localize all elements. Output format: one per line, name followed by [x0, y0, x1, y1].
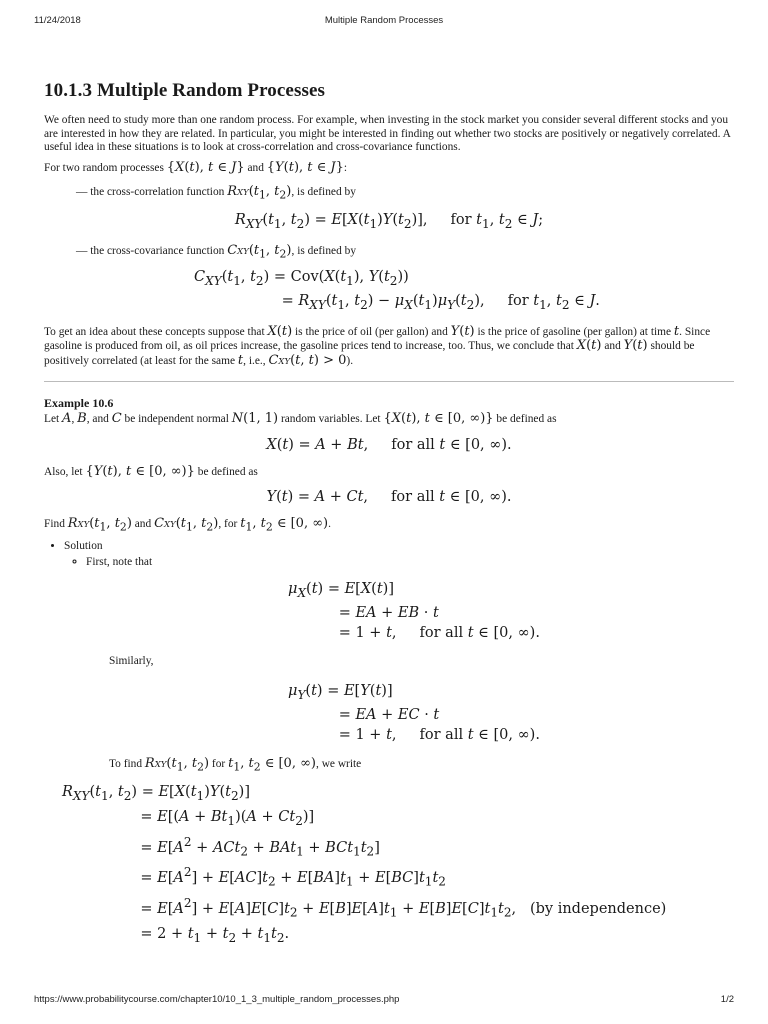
solution-item: • Solution ◦ First, note that	[64, 540, 734, 569]
page-number: 1/2	[720, 994, 734, 1005]
print-title: Multiple Random Processes	[324, 15, 444, 26]
print-date: 11/24/2018	[34, 15, 81, 26]
page-url: https://www.probabilitycourse.com/chapter10/10_1_3_multiple_random_processes.php	[34, 994, 400, 1005]
cross-covariance-equation: $C_{XY}(t_1$, $t_2) = Cov(X(t_1)$, $Y(t_2)$) = $R_{XY}(t_1$, $t_2) - \mu_X(t_1)\mu_Y(t_2)$, for $t_1$, $t_2$ ∈ J.	[194, 269, 600, 312]
mu-x-equation: $\mu_X(t) = E[X(t)]$ = EA + EB · t = 1 + t, for all t ∈ [0, ∞).	[288, 581, 540, 642]
by-independence-note: (by independence)	[529, 900, 667, 917]
example-also-line: Also, let {Y(t), t ∈ [0, ∞)} be defined as	[44, 463, 258, 479]
print-footer	[0, 994, 768, 1010]
cross-correlation-definition: — the cross-correlation function $RXY(t_1$, $t_2$), is defined by	[76, 184, 356, 202]
y-definition-equation: Y(t) = A + Ct, for all t ∈ [0, ∞).	[266, 489, 512, 506]
two-processes-line: For two random processes {X(t), t ∈ J} and {Y(t), t ∈ J}:	[44, 159, 348, 175]
cross-covariance-definition: — the cross-covariance function $CXY(t_1$, $t_2$), is defined by	[76, 242, 357, 261]
first-note-item: ◦ First, note that	[86, 556, 734, 570]
mu-y-equation: $\mu_Y(t) = E[Y(t)]$ = EA + EC · t = 1 + t, for all t ∈ [0, ∞).	[288, 682, 540, 743]
section-divider	[44, 381, 734, 382]
example-find-line: Find $RXY(t_1$, $t_2$) and $CXY(t_1$, $t_2$), for $t_1$, $t_2$ ∈ [0, ∞).	[44, 516, 331, 534]
page-content	[44, 70, 734, 949]
print-header	[0, 15, 768, 31]
to-find-line: To find $RXY(t_1$, $t_2$) for $t_1$, $t_2$ ∈ [0, ∞), we write	[109, 755, 362, 774]
section-heading: 10.1.3 Multiple Random Processes	[44, 80, 325, 101]
rxy-derivation: $R_{XY}(t_1$, $t_2) = E[X(t_1)Y(t_2)]$ = $E[(A + Bt_1)(A + Ct_2)]$ = $E[A^2 + ACt_2 + BAt_1 + BCt_1t_2]$ = $E[A^2] + E[AC]t_2 + E[BA]t_1 + E[BC]t_1t_2$ = $E[A^2] + E[A]E[C]t_2 + E[B]E[A]t_1 + E[B]E[C]t_1t_2$, (by independence) = $2 + t_1 + t_2 + t_1t_2$.	[62, 783, 667, 945]
intro-paragraph: We often need to study more than one random process. For example, when investing in the stock market you consider several different stocks and you are interested in how they are related. In particular, you might be interested in finding out whether two stocks are positively or negatively correlated. A useful idea in these situations is to look at cross-correlation and cross-covariance functions.	[44, 114, 731, 153]
x-definition-equation: X(t) = A + Bt, for all t ∈ [0, ∞).	[266, 436, 512, 453]
example-title: Example 10.6	[44, 396, 114, 411]
similarly-text: Similarly,	[109, 655, 154, 668]
example-let-line: Let A, B, and C be independent normal N(1, 1) random variables. Let {X(t), t ∈ [0, ∞)} be defined as	[44, 411, 557, 427]
solution-list	[44, 540, 734, 569]
cross-correlation-equation: $R_{XY}(t_1$, $t_2) = E[X(t_1)Y(t_2)]$, for $t_1$, $t_2$ ∈ J;	[234, 212, 544, 231]
oil-gasoline-paragraph: To get an idea about these concepts suppose that X(t) is the price of oil (per gallon) and Y(t) is the price of gasoline (per gallon) at time t. Since gasoline is produced from oil, as oil prices increase, the gasoline prices tend to increase, too. Thus, we conclude that X(t) and Y(t) should be positively correlated (at least for the same t, i.e., CXY(t, t) > 0).	[44, 323, 711, 368]
